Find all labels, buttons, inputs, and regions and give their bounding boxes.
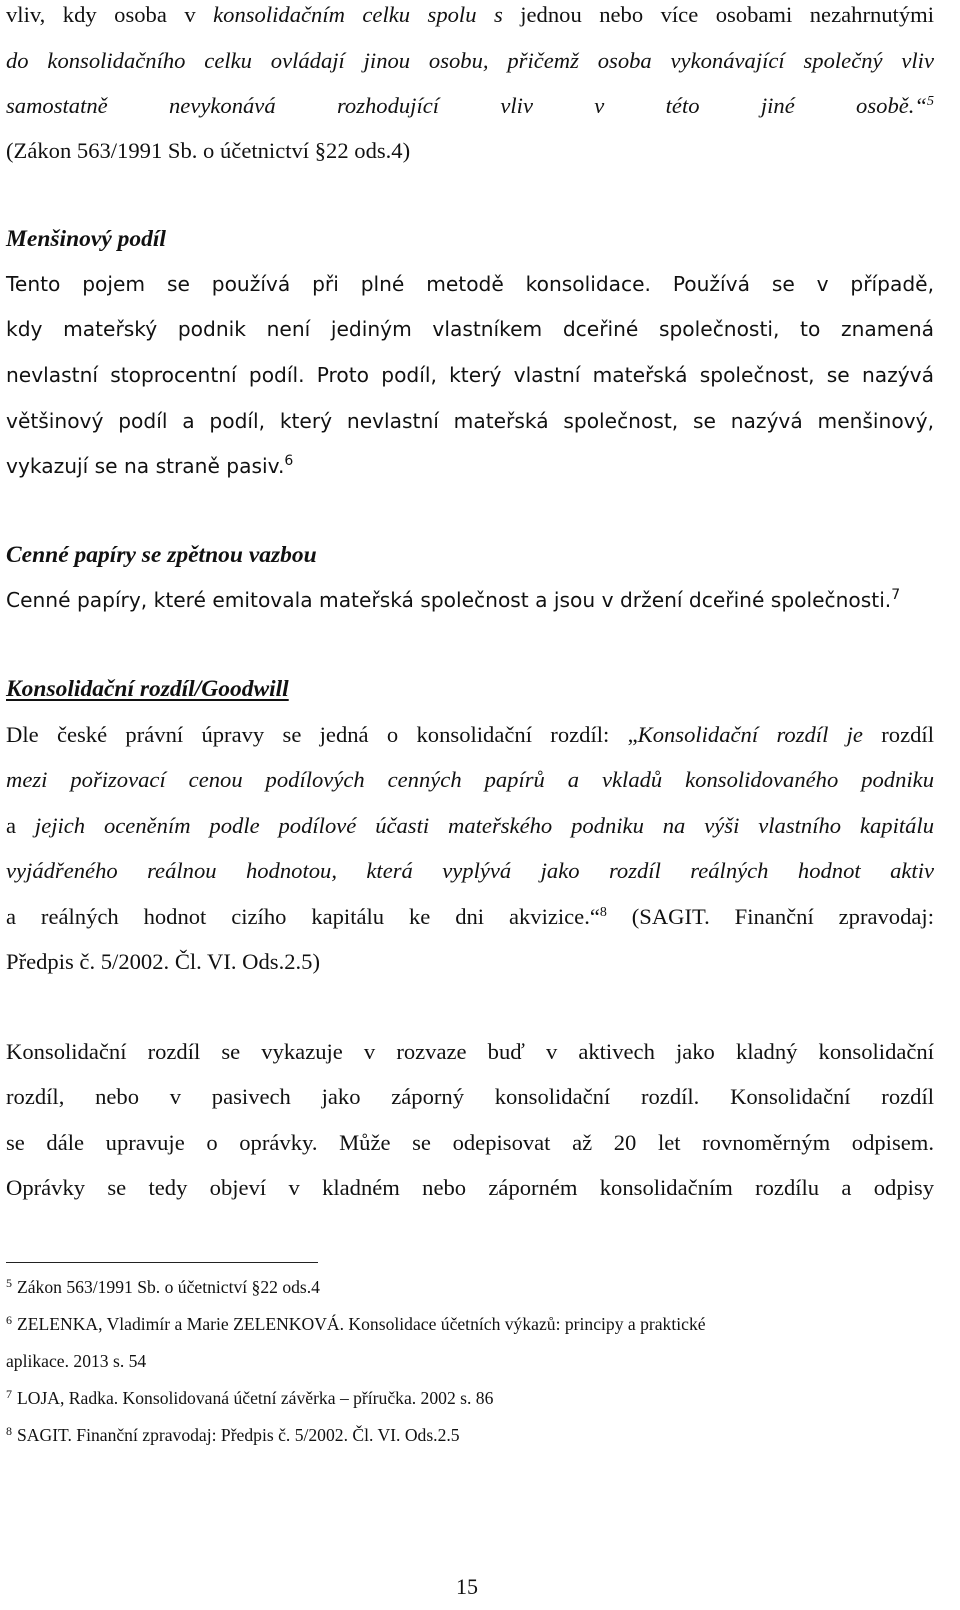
footnote-ref: 6 — [284, 453, 294, 469]
text-line: a reálných hodnot cizího kapitálu ke dni akvizice.“$^8$ (SAGIT. Finanční zpravodaj: — [6, 904, 934, 929]
text-line: a jejich oceněním podle podílové účasti mateřského podniku na výši vlastního kapitálu — [6, 813, 934, 838]
section-heading: Konsolidační rozdíl/Goodwill — [6, 676, 289, 702]
text-line: se dále upravuje o oprávky. Může se odepisovat až 20 let rovnoměrným odpisem. — [6, 1130, 934, 1155]
text-line: Cenné papíry, které emitovala mateřská společnost a jsou v držení dceřiné společnosti.$^7$ — [6, 587, 901, 612]
footnote: aplikace. 2013 s. 54 — [6, 1351, 147, 1371]
text-line: Předpis č. 5/2002. Čl. VI. Ods.2.5) — [6, 949, 321, 974]
footnote-ref: 5 — [927, 94, 934, 109]
footnote: $^6$ ZELENKA, Vladimír a Marie ZELENKOVÁ. Konsolidace účetních výkazů: principy a praktické — [6, 1313, 706, 1334]
footnote-separator — [6, 1262, 318, 1263]
text-line: většinový podíl a podíl, který nevlastní mateřská společnost, se nazývá menšinový, — [6, 409, 934, 433]
footnote: $^7$ LOJA, Radka. Konsolidovaná účetní závěrka – příručka. 2002 s. 86 — [6, 1387, 494, 1408]
text-line: samostatně nevykonává rozhodující vliv v této jiné osobě.“$^5$ — [6, 93, 934, 118]
text-line: vyjádřeného reálnou hodnotou, která vyplývá jako rozdíl reálných hodnot aktiv — [6, 858, 934, 883]
text-line: Oprávky se tedy objeví v kladném nebo záporném konsolidačním rozdílu a odpisy — [6, 1175, 934, 1200]
footnote-ref: 8 — [599, 905, 607, 920]
text-line: vykazují se na straně pasiv.$^6$ — [6, 453, 294, 478]
text-line: mezi pořizovací cenou podílových cenných papírů a vkladů konsolidovaného podniku — [6, 767, 934, 792]
section-heading: Menšinový podíl — [6, 226, 166, 252]
text-line: do konsolidačního celku ovládají jinou osobu, přičemž osoba vykonávající společný vliv — [6, 48, 934, 73]
footnote: $^8$ SAGIT. Finanční zpravodaj: Předpis č. 5/2002. Čl. VI. Ods.2.5 — [6, 1424, 460, 1445]
text-line: Konsolidační rozdíl se vykazuje v rozvaze buď v aktivech jako kladný konsolidační — [6, 1039, 934, 1064]
text-line: vliv, kdy osoba v konsolidačním celku spolu s jednou nebo více osobami nezahrnutými — [6, 2, 934, 27]
text-line: rozdíl, nebo v pasivech jako záporný konsolidační rozdíl. Konsolidační rozdíl — [6, 1084, 934, 1109]
text-line: kdy mateřský podnik není jediným vlastníkem dceřiné společnosti, to znamená — [6, 317, 934, 341]
footnote-ref: 7 — [891, 587, 901, 603]
text-line: nevlastní stoprocentní podíl. Proto podíl, který vlastní mateřská společnost, se nazývá — [6, 363, 934, 387]
page-number: 15 — [456, 1574, 478, 1599]
text-line: Dle české právní úpravy se jedná o konsolidační rozdíl: „Konsolidační rozdíl je rozdíl — [6, 722, 934, 747]
footnote: $^5$ Zákon 563/1991 Sb. o účetnictví §22 ods.4 — [6, 1276, 320, 1297]
section-heading: Cenné papíry se zpětnou vazbou — [6, 542, 317, 568]
text-line: Tento pojem se používá při plné metodě konsolidace. Používá se v případě, — [6, 272, 934, 296]
text-line: (Zákon 563/1991 Sb. o účetnictví §22 ods.4) — [6, 138, 411, 163]
